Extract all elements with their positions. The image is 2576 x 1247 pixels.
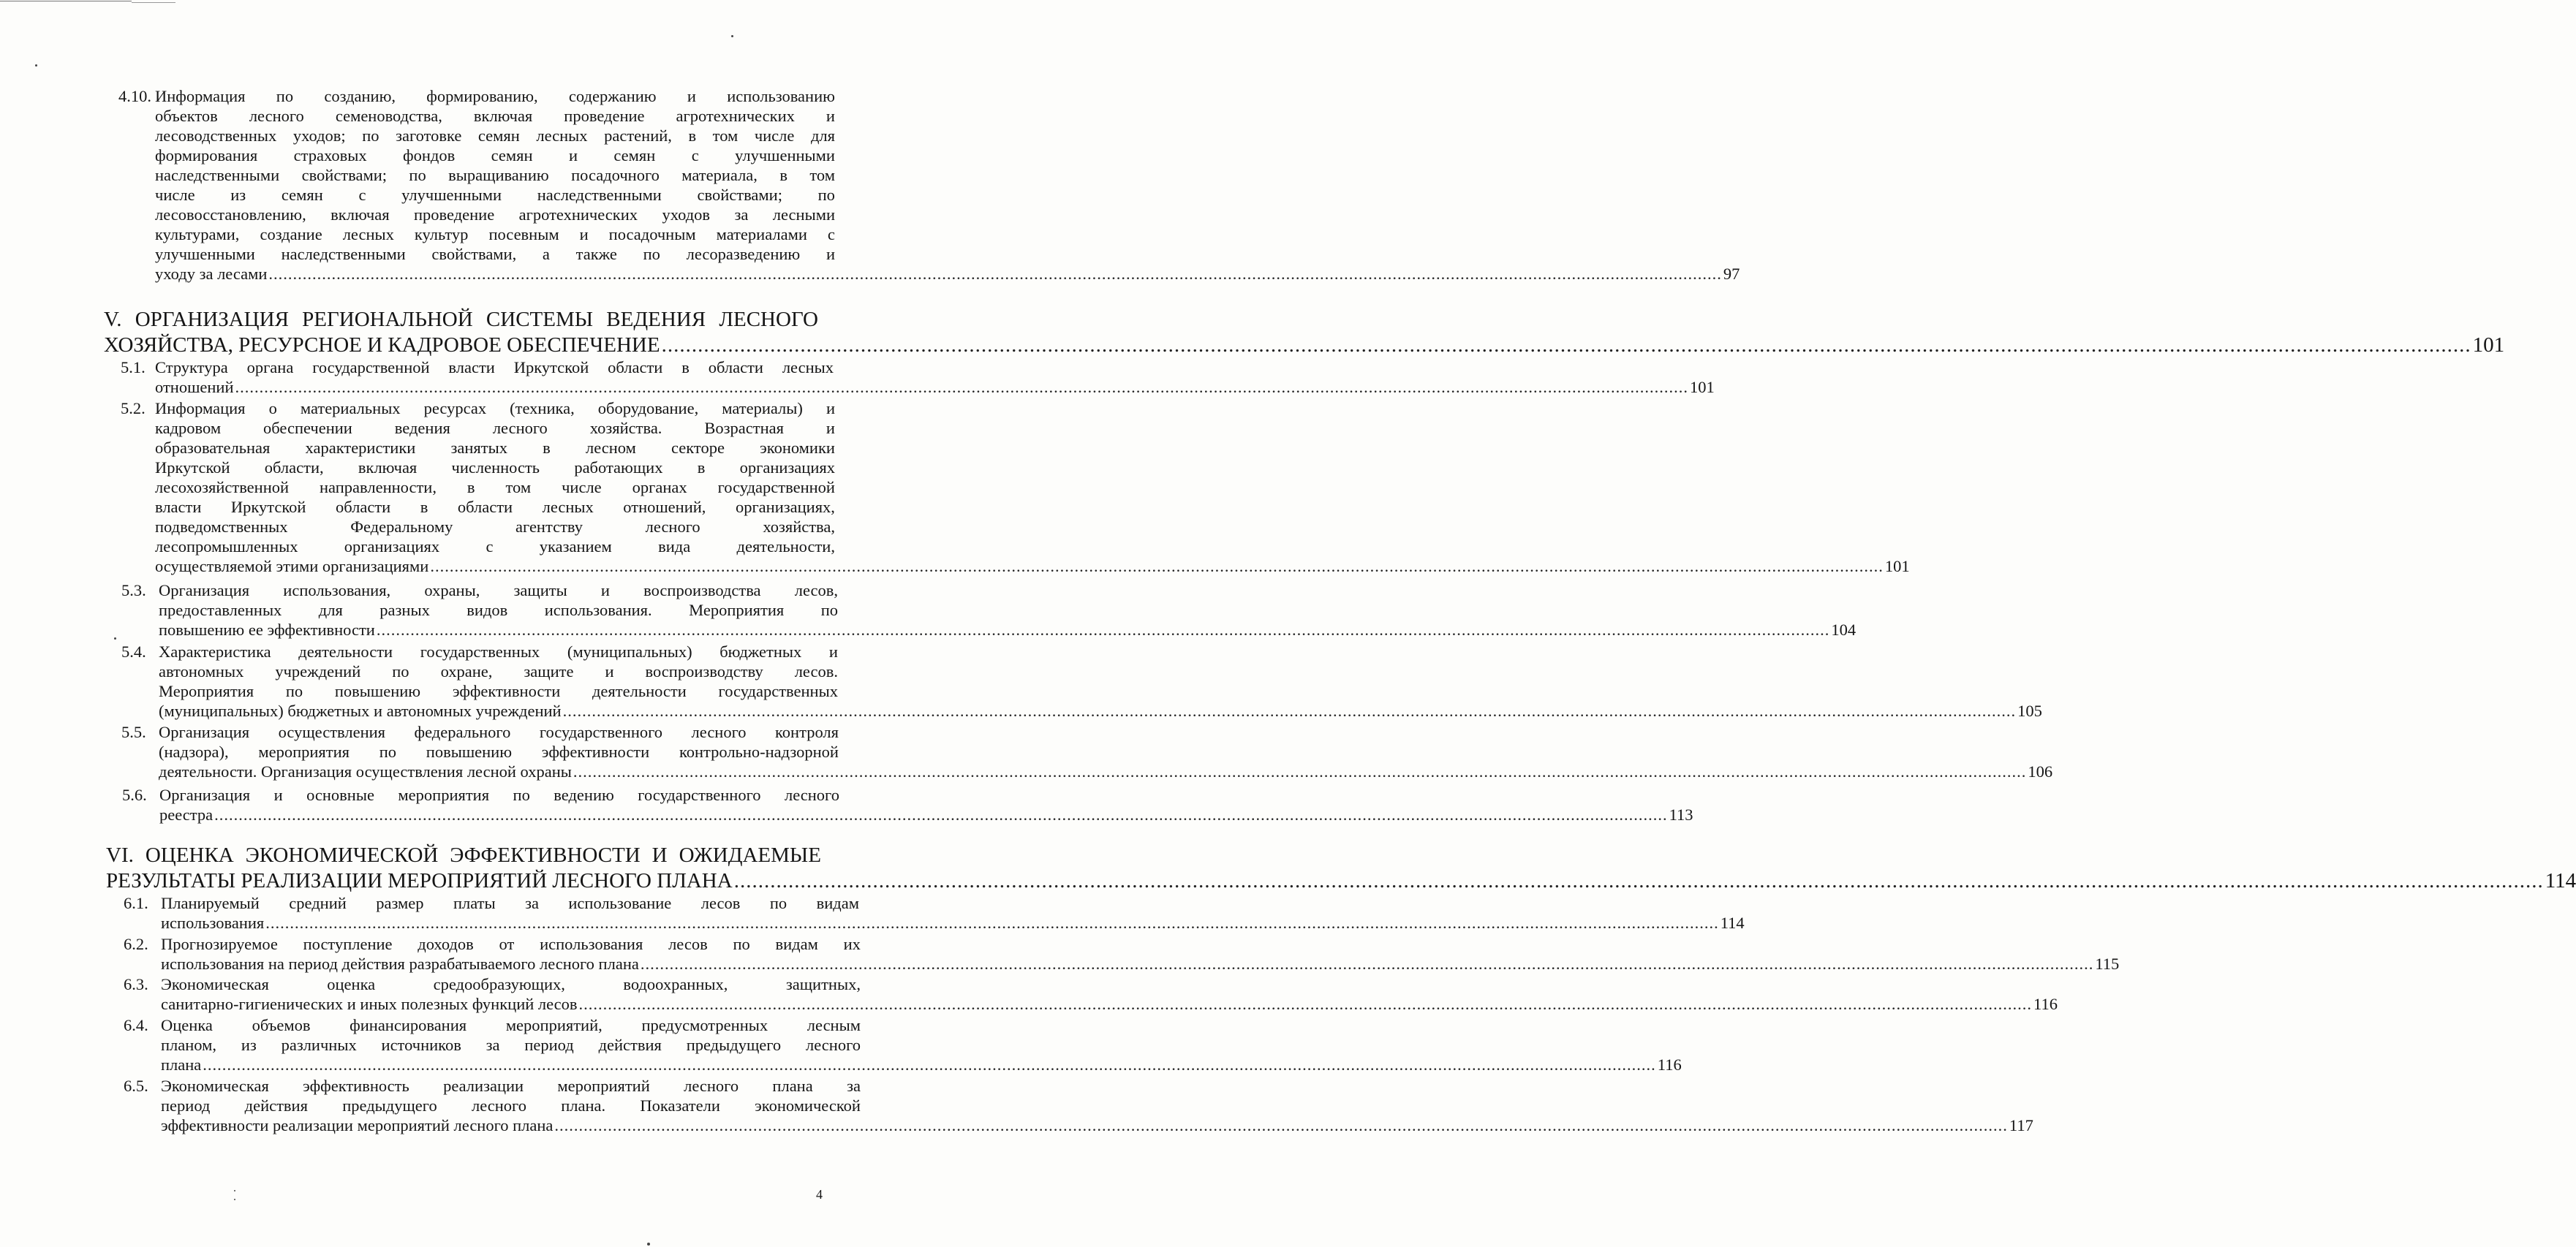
dot-leader: ............................................................................................................................................................................................................................................................................................................ bbox=[235, 378, 1689, 396]
toc-item-number: 6.5. bbox=[124, 1077, 148, 1095]
toc-line: автономных учреждений по охране, защите и воспроизводству лесов. bbox=[159, 662, 838, 681]
toc-item-number: 5.1. bbox=[121, 358, 146, 376]
toc-line: период действия предыдущего лесного плана. Показатели экономической bbox=[161, 1096, 861, 1115]
toc-page-number: 104 bbox=[1831, 621, 1857, 639]
toc-item-6.2[interactable] bbox=[124, 934, 2120, 974]
toc-line: Иркутской области, включая численность работающих в организациях bbox=[155, 458, 835, 477]
toc-item-6.1[interactable] bbox=[124, 893, 1745, 933]
dot-leader: ............................................................................................................................................................................................................................................................................................................ bbox=[265, 914, 1719, 932]
toc-item-6.5[interactable] bbox=[124, 1076, 2033, 1135]
toc-line: планом, из различных источников за период действия предыдущего лесного bbox=[161, 1036, 861, 1054]
toc-line-last bbox=[161, 954, 2120, 974]
toc-line-text: реестра bbox=[159, 806, 214, 824]
dot-leader: ............................................................................................................................................................................................................................................................................................................ bbox=[376, 621, 1830, 639]
toc-line: образовательная характеристики занятых в лесном секторе экономики bbox=[155, 439, 835, 457]
toc-line: Информация о материальных ресурсах (техника, оборудование, материалы) и bbox=[155, 399, 835, 417]
toc-line-text: уходу за лесами bbox=[155, 265, 268, 283]
toc-item-5.6[interactable] bbox=[122, 785, 1693, 825]
toc-item-5.2[interactable] bbox=[121, 398, 1910, 576]
toc-item-number: 6.1. bbox=[124, 894, 148, 912]
toc-page-number: 116 bbox=[1657, 1055, 1682, 1074]
toc-line: кадровом обеспечении ведения лесного хозяйства. Возрастная и bbox=[155, 419, 835, 437]
toc-line: улучшенными наследственными свойствами, а также по лесоразведению и bbox=[155, 245, 835, 263]
toc-page-number: 101 bbox=[1884, 557, 1910, 575]
toc-page-number: 115 bbox=[2095, 955, 2120, 973]
toc-item-number: 6.3. bbox=[124, 975, 148, 993]
toc-item-number: 5.3. bbox=[121, 581, 146, 599]
toc-line-text: санитарно-гигиенических и иных полезных функций лесов bbox=[161, 995, 578, 1013]
toc-page-number: 101 bbox=[2472, 333, 2505, 357]
page-number: 4 bbox=[816, 1187, 823, 1202]
toc-page-number: 114 bbox=[2545, 869, 2576, 892]
toc-line-last bbox=[159, 620, 1857, 640]
toc-line: VI. ОЦЕНКА ЭКОНОМИЧЕСКОЙ ЭФФЕКТИВНОСТИ И ОЖИДАЕМЫЕ bbox=[106, 844, 821, 867]
toc-item-6.3[interactable] bbox=[124, 974, 2058, 1014]
toc-line: лесопромышленных организациях с указанием вида деятельности, bbox=[155, 537, 835, 556]
toc-item-number: 5.6. bbox=[122, 786, 147, 804]
toc-page-number: 117 bbox=[2009, 1116, 2033, 1134]
toc-page-number: 105 bbox=[2017, 702, 2042, 720]
toc-line-text: ХОЗЯЙСТВА, РЕСУРСНОЕ И КАДРОВОЕ ОБЕСПЕЧЕНИЕ bbox=[104, 333, 660, 357]
toc-page-number: 97 bbox=[1723, 265, 1740, 283]
toc-line-last bbox=[161, 994, 2058, 1014]
toc-line-last bbox=[161, 1055, 1682, 1074]
toc-line-text: деятельности. Организация осуществления лесной охраны bbox=[159, 762, 572, 781]
toc-section-V[interactable] bbox=[104, 307, 2505, 358]
toc-line-text: РЕЗУЛЬТАТЫ РЕАЛИЗАЦИИ МЕРОПРИЯТИЙ ЛЕСНОГО ПЛАНА bbox=[106, 869, 733, 892]
toc-item-5.3[interactable] bbox=[121, 580, 1857, 640]
dot-leader: ............................................................................................................................................................................................................................................................................................................ bbox=[562, 702, 2017, 720]
dot-leader: ............................................................................................................................................................................................................................................................................................................ bbox=[214, 806, 1668, 824]
toc-item-6.4[interactable] bbox=[124, 1015, 1682, 1074]
toc-line-last bbox=[161, 913, 1745, 933]
toc-line: Характеристика деятельности государственных (муниципальных) бюджетных и bbox=[159, 643, 838, 661]
dot-leader: ............................................................................................................................................................................................................................................................................................................ bbox=[573, 762, 2027, 781]
toc-line-last bbox=[106, 868, 2576, 894]
toc-item-5.5[interactable] bbox=[121, 722, 2053, 781]
toc-line: формирования страховых фондов семян и семян с улучшенными bbox=[155, 146, 835, 164]
toc-line-text: осуществляемой этими организациями bbox=[155, 557, 429, 575]
toc-line: Планируемый средний размер платы за использование лесов по видам bbox=[161, 894, 859, 912]
toc-line-text: эффективности реализации мероприятий лесного плана bbox=[161, 1116, 554, 1134]
dot-leader: ............................................................................................................................................................................................................................................................................................................ bbox=[640, 955, 2094, 973]
toc-line-text: (муниципальных) бюджетных и автономных учреждений bbox=[159, 702, 562, 720]
toc-page-number: 114 bbox=[1720, 914, 1745, 932]
toc-line: Организация и основные мероприятия по ведению государственного лесного bbox=[159, 786, 839, 804]
dot-leader: ............................................................................................................................................................................................................................................................................................................ bbox=[578, 995, 2033, 1013]
toc-item-number: 5.5. bbox=[121, 723, 146, 741]
toc-item-number: 4.10. bbox=[118, 87, 151, 105]
toc-item-5.4[interactable] bbox=[121, 642, 2042, 721]
toc-item-4.10[interactable] bbox=[118, 86, 1740, 284]
toc-page-number: 101 bbox=[1690, 378, 1715, 396]
dot-leader: ............................................................................................................................................................................................................................................................................................................ bbox=[661, 333, 2471, 357]
toc-line: Оценка объемов финансирования мероприятий, предусмотренных лесным bbox=[161, 1016, 861, 1034]
toc-item-number: 6.2. bbox=[124, 935, 148, 953]
toc-line-last bbox=[161, 1115, 2033, 1135]
toc-item-5.1[interactable] bbox=[121, 357, 1715, 397]
toc-line: культурами, создание лесных культур посевным и посадочным материалами с bbox=[155, 225, 835, 243]
toc-line-last bbox=[159, 762, 2053, 781]
dot-leader: ............................................................................................................................................................................................................................................................................................................ bbox=[203, 1055, 1656, 1074]
toc-line-text: использования на период действия разрабатываемого лесного плана bbox=[161, 955, 639, 973]
toc-item-number: 5.4. bbox=[121, 643, 146, 661]
toc-line: Организация использования, охраны, защиты и воспроизводства лесов, bbox=[159, 581, 838, 599]
toc-line: объектов лесного семеноводства, включая проведение агротехнических и bbox=[155, 107, 835, 125]
toc-line: Экономическая оценка средообразующих, водоохранных, защитных, bbox=[161, 975, 861, 993]
toc-line: лесохозяйственной направленности, в том числе органах государственной bbox=[155, 478, 835, 496]
dot-leader: ............................................................................................................................................................................................................................................................................................................ bbox=[430, 557, 1884, 575]
dot-leader: ............................................................................................................................................................................................................................................................................................................ bbox=[268, 265, 1722, 283]
toc-line-last bbox=[104, 333, 2505, 358]
toc-line: лесоводственных уходов; по заготовке семян лесных растений, в том числе для bbox=[155, 126, 835, 145]
toc-line: Организация осуществления федерального государственного лесного контроля bbox=[159, 723, 839, 741]
toc-item-number: 5.2. bbox=[121, 399, 146, 417]
toc-line-text: использования bbox=[161, 914, 265, 932]
toc-line: власти Иркутской области в области лесных отношений, организациях, bbox=[155, 498, 835, 516]
toc-line: подведомственных Федеральному агентству лесного хозяйства, bbox=[155, 518, 835, 536]
toc-line: лесовосстановлению, включая проведение агротехнических уходов за лесными bbox=[155, 205, 835, 224]
toc-line-last bbox=[159, 805, 1693, 825]
toc-line: Мероприятия по повышению эффективности деятельности государственных bbox=[159, 682, 838, 700]
toc-item-number: 6.4. bbox=[124, 1016, 148, 1034]
toc-line: Информация по созданию, формированию, содержанию и использованию bbox=[155, 87, 835, 105]
toc-line-last bbox=[159, 701, 2042, 721]
toc-line: Прогнозируемое поступление доходов от использования лесов по видам их bbox=[161, 935, 861, 953]
toc-line: (надзора), мероприятия по повышению эффективности контрольно-надзорной bbox=[159, 743, 839, 761]
toc-line-text: плана bbox=[161, 1055, 202, 1074]
toc-line: Структура органа государственной власти Иркутской области в области лесных bbox=[155, 358, 834, 376]
toc-page-number: 113 bbox=[1669, 806, 1693, 824]
toc-line: V. ОРГАНИЗАЦИЯ РЕГИОНАЛЬНОЙ СИСТЕМЫ ВЕДЕНИЯ ЛЕСНОГО bbox=[104, 308, 818, 331]
toc-line-last bbox=[155, 264, 1740, 284]
toc-line: Экономическая эффективность реализации мероприятий лесного плана за bbox=[161, 1077, 861, 1095]
toc-line-last bbox=[155, 377, 1715, 397]
toc-line: наследственными свойствами; по выращиванию посадочного материала, в том bbox=[155, 166, 835, 184]
toc-line-last bbox=[155, 556, 1910, 576]
toc-line-text: повышению ее эффективности bbox=[159, 621, 375, 639]
toc-page-number: 106 bbox=[2028, 762, 2053, 781]
toc-page-number: 116 bbox=[2033, 995, 2058, 1013]
toc-line: числе из семян с улучшенными наследственными свойствами; по bbox=[155, 186, 835, 204]
toc-line: предоставленных для разных видов использования. Мероприятия по bbox=[159, 601, 838, 619]
toc-section-VI[interactable] bbox=[106, 843, 2576, 894]
dot-leader: ............................................................................................................................................................................................................................................................................................................ bbox=[733, 869, 2544, 892]
dot-leader: ............................................................................................................................................................................................................................................................................................................ bbox=[554, 1116, 2008, 1134]
toc-line-text: отношений bbox=[155, 378, 234, 396]
